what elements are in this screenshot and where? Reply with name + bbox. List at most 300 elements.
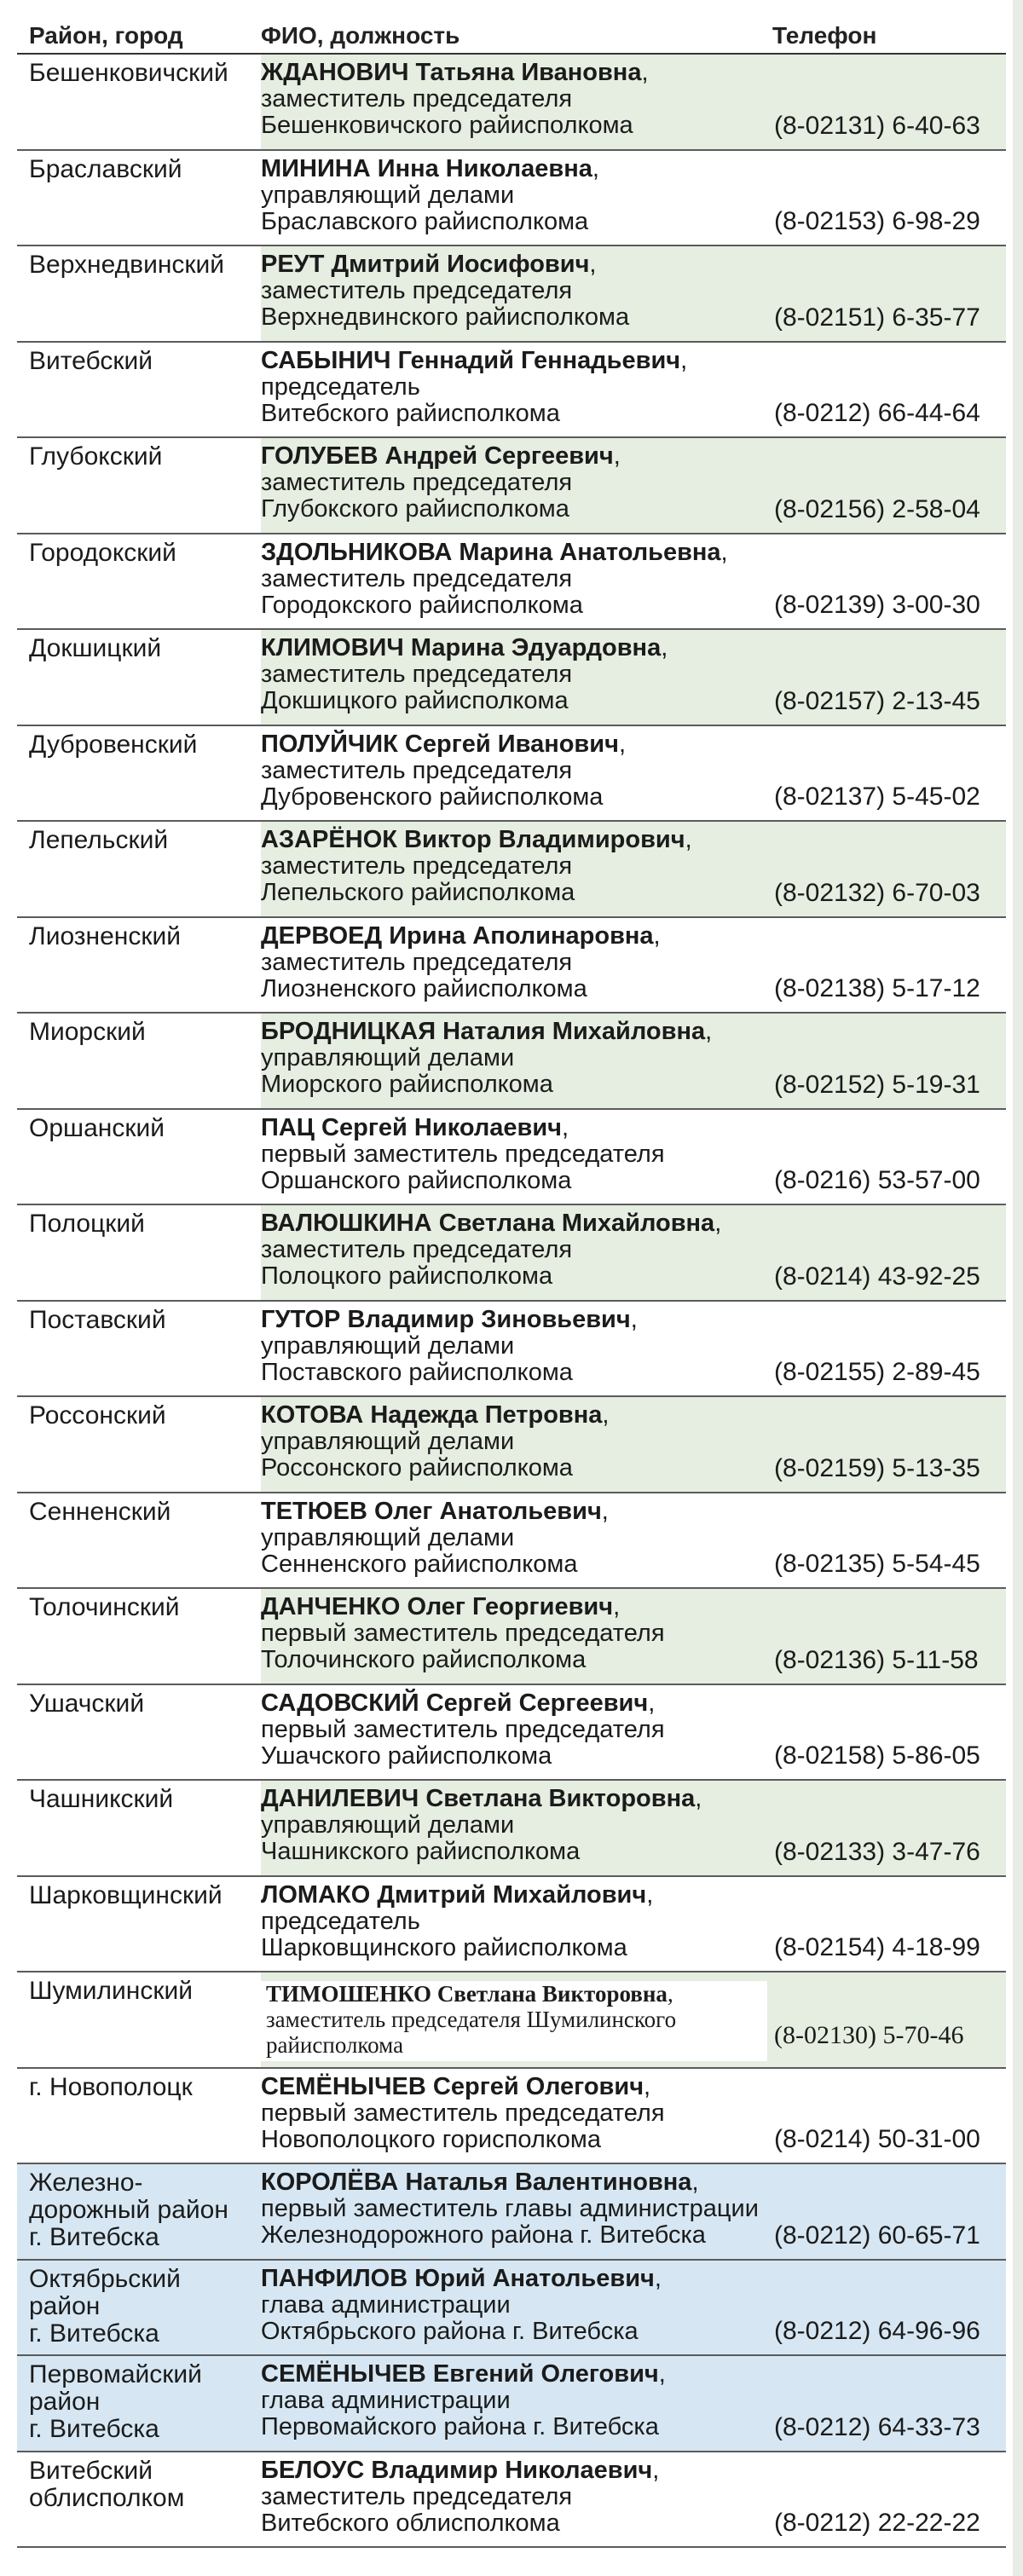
person-surname: САДОВСКИЙ [261,1689,419,1717]
person-name: СЕМЁНЫЧЕВ Евгений Олегович, [261,2360,666,2388]
person-given-name: Владимир Николаевич [371,2456,653,2484]
table-row [17,1110,1006,1206]
person-cell [261,2069,767,2163]
person-organization: Городокского райисполкома [261,591,583,619]
phone-cell [767,1781,1006,1875]
person-position: заместитель председателя [261,948,573,976]
person-cell [261,1110,767,1204]
table-row [17,1589,1006,1685]
phone-cell [767,2452,1006,2547]
person-organization: Ушачского райисполкома [261,1741,552,1770]
person-position: управляющий делами [261,1331,515,1360]
person-organization: Миорского райисполкома [261,1071,553,1098]
person-surname: ГОЛУБЕВ [261,442,379,470]
person-name: ГОЛУБЕВ Андрей Сергеевич, [261,442,621,470]
person-organization: райисполкома [266,2032,404,2058]
district-cell [17,438,261,533]
district-cell [17,1589,261,1684]
person-name: ДАНИЛЕВИЧ Светлана Викторовна, [261,1785,702,1812]
district-cell [17,726,261,821]
district-cell [17,1781,261,1875]
phone-number: (8-02135) 5-54-45 [774,1550,980,1578]
person-position: первый заместитель председателя [261,1715,665,1743]
phone-cell [767,2261,1006,2355]
table-row [17,2261,1006,2357]
district-name: Сенненский [29,1497,171,1526]
phone-cell [767,918,1006,1013]
person-cell [261,1685,767,1780]
district-cell [17,2164,261,2259]
district-name: г. Витебска [29,2223,159,2251]
person-surname: ПАЦ [261,1113,315,1141]
district-cell [17,1014,261,1108]
district-name: Толочинский [29,1593,180,1621]
district-name: Дубровенский [29,730,198,759]
person-given-name: Светлана Викторовна [425,1785,696,1812]
phone-number: (8-02130) 5-70-46 [774,2020,964,2049]
phone-number: (8-02155) 2-89-45 [774,1358,980,1386]
person-surname: ЗДОЛЬНИКОВА [261,538,453,566]
district-cell [17,1877,261,1972]
person-cell [261,1493,767,1588]
phone-number: (8-02153) 6-98-29 [774,207,980,235]
phone-number: (8-0214) 43-92-25 [774,1262,980,1291]
district-cell [17,2452,261,2547]
person-name: ГУТОР Владимир Зиновьевич, [261,1305,638,1333]
header-phone: Телефон [772,22,877,49]
person-surname: ДАНИЛЕВИЧ [261,1785,419,1812]
person-name: КОТОВА Надежда Петровна, [261,1401,610,1429]
person-surname: СЕМЁНЫЧЕВ [261,2360,426,2388]
person-cell [261,2261,767,2355]
phone-number: (8-0212) 64-33-73 [774,2412,980,2441]
district-name: Докшицкий [29,634,162,662]
person-organization: Шарковщинского райисполкома [261,1933,627,1961]
person-cell [261,1014,767,1108]
person-position: первый заместитель председателя [261,1620,665,1647]
person-surname: КОРОЛЁВА [261,2169,399,2196]
table-row [17,246,1006,343]
district-cell [17,2356,261,2451]
district-name: Чашникский [29,1785,174,1813]
district-name: облисполком [29,2483,185,2512]
person-position: заместитель председателя [261,661,573,688]
person-given-name: Наталия Михайловна [442,1018,706,1045]
person-name: БЕЛОУС Владимир Николаевич, [261,2456,660,2484]
phone-number: (8-02139) 3-00-30 [774,591,980,619]
district-cell [17,534,261,629]
phone-cell [767,1493,1006,1588]
person-position: первый заместитель главы администрации [261,2195,759,2222]
person-cell [261,1781,767,1875]
district-name: Шумилинский [29,1977,194,2005]
district-name: Октябрьский [29,2264,181,2293]
table-row [17,1397,1006,1493]
district-name: Браславский [29,154,182,183]
person-organization: Дубровенского райисполкома [261,783,604,811]
district-name: Железно- [29,2169,143,2197]
person-position: управляющий делами [261,1523,515,1551]
person-name: ПОЛУЙЧИК Сергей Иванович, [261,730,626,758]
person-cell [261,1972,767,2067]
table-row [17,1685,1006,1782]
phone-number: (8-02132) 6-70-03 [774,878,980,907]
person-given-name: Олег Георгиевич [407,1593,614,1620]
person-given-name: Юрий Анатольевич [414,2264,655,2292]
person-name: ТИМОШЕНКО Светлана Викторовна, [266,1981,673,2007]
table-row [17,343,1006,439]
contacts-table [17,10,1006,2548]
person-cell [261,246,767,341]
person-surname: ПОЛУЙЧИК [261,730,398,758]
person-organization: Россонского райисполкома [261,1454,573,1481]
table-row [17,151,1006,247]
table-row [17,2356,1006,2452]
person-surname: РЕУТ [261,251,325,278]
person-name: ДЕРВОЕД Ирина Аполинаровна, [261,921,661,950]
person-name: МИНИНА Инна Николаевна, [261,154,599,182]
district-cell [17,1110,261,1204]
table-row [17,2069,1006,2165]
person-organization: Полоцкого райисполкома [261,1262,553,1290]
district-cell [17,918,261,1013]
phone-number: (8-0212) 22-22-22 [774,2509,980,2537]
phone-cell [767,1110,1006,1204]
person-organization: Бешенковичского райисполкома [261,112,633,139]
person-cell [261,1589,767,1684]
person-position: заместитель председателя [261,2482,573,2510]
phone-cell [767,630,1006,725]
phone-cell [767,151,1006,245]
person-organization: Лепельского райисполкома [261,879,575,906]
person-given-name: Сергей Николаевич [321,1113,562,1141]
district-name: Лиозненский [29,921,182,950]
person-name: ПАЦ Сергей Николаевич, [261,1113,569,1141]
person-position: председатель [261,1907,420,1935]
person-name: СЕМЁНЫЧЕВ Сергей Олегович, [261,2072,651,2100]
person-name: ПАНФИЛОВ Юрий Анатольевич, [261,2264,662,2292]
phone-number: (8-02152) 5-19-31 [774,1070,980,1099]
person-given-name: Сергей Иванович [404,730,619,758]
phone-number: (8-02136) 5-11-58 [774,1645,979,1674]
district-cell [17,1205,261,1300]
table-row [17,438,1006,534]
phone-cell [767,1877,1006,1972]
person-organization: Витебского райисполкома [261,399,560,427]
district-cell [17,1397,261,1492]
person-surname: ГУТОР [261,1305,341,1333]
district-cell [17,822,261,916]
person-surname: ЛОМАКО [261,1880,371,1909]
phone-cell [767,438,1006,533]
person-cell [261,918,767,1013]
person-cell [261,438,767,533]
phone-cell [767,726,1006,821]
district-name: Бешенковичский [29,59,228,87]
district-name: Витебский [29,346,153,375]
phone-number: (8-0216) 53-57-00 [774,1166,980,1194]
table-row [17,2164,1006,2261]
phone-number: (8-02154) 4-18-99 [774,1933,980,1961]
person-name: ЛОМАКО Дмитрий Михайлович, [261,1880,654,1909]
phone-number: (8-02157) 2-13-45 [774,686,980,715]
table-row [17,1205,1006,1302]
person-name: ЖДАНОВИЧ Татьяна Ивановна, [261,59,649,86]
person-organization: Чашникского райисполкома [261,1838,581,1865]
person-position: первый заместитель председателя [261,2099,665,2127]
district-name: Полоцкий [29,1210,145,1238]
person-organization: Новополоцкого горисполкома [261,2125,601,2153]
phone-cell [767,343,1006,437]
district-name: Оршанский [29,1113,165,1142]
person-given-name: Олег Анатольевич [374,1497,602,1525]
district-name: дорожный район [29,2196,228,2224]
person-position: заместитель председателя [261,756,573,784]
person-surname: СЕМЁНЫЧЕВ [261,2072,426,2100]
person-position: управляющий делами [261,1428,515,1455]
person-given-name: Сергей Олегович [432,2072,644,2100]
table-row [17,1302,1006,1398]
person-cell [261,822,767,916]
phone-cell [767,2069,1006,2163]
person-position: заместитель председателя [261,469,573,496]
page-edge-strip [1013,0,1023,2576]
district-name: Шарковщинский [29,1880,223,1909]
district-name: Россонский [29,1401,166,1430]
person-name: ДАНЧЕНКО Олег Георгиевич, [261,1593,621,1620]
person-cell [261,55,767,149]
person-given-name: Дмитрий Иосифович [331,251,590,278]
person-surname: САБЫНИЧ [261,346,391,374]
district-cell [17,630,261,725]
person-given-name: Надежда Петровна [370,1401,603,1429]
person-surname: ВАЛЮШКИНА [261,1210,432,1237]
person-organization: Железнодорожного района г. Витебска [261,2221,706,2249]
phone-number: (8-02159) 5-13-35 [774,1453,980,1482]
district-name: Глубокский [29,442,163,471]
phone-number: (8-0212) 64-96-96 [774,2317,980,2345]
district-cell [17,2069,261,2163]
phone-number: (8-02131) 6-40-63 [774,111,980,140]
district-name: Верхнедвинский [29,251,225,279]
phone-number: (8-02137) 5-45-02 [774,783,980,811]
phone-cell [767,822,1006,916]
person-surname: ТИМОШЕНКО [266,1981,432,2007]
person-organization: Октябрьского района г. Витебска [261,2317,639,2345]
district-name: г. Витебска [29,2319,159,2348]
person-cell [261,1397,767,1492]
person-given-name: Дмитрий Михайлович [377,1880,647,1909]
district-name: Первомайский [29,2360,202,2388]
person-given-name: Геннадий Геннадьевич [397,346,681,374]
person-cell [261,151,767,245]
person-surname: КОТОВА [261,1401,364,1429]
district-cell [17,343,261,437]
district-cell [17,1685,261,1780]
person-position: заместитель председателя [261,85,573,113]
phone-cell [767,1205,1006,1300]
person-organization: Оршанского райисполкома [261,1166,572,1194]
phone-cell [767,1302,1006,1396]
table-row [17,1972,1006,2069]
district-cell [17,1493,261,1588]
person-given-name: Владимир Зиновьевич [347,1305,631,1333]
district-name: Витебский [29,2456,153,2485]
phone-cell [767,1589,1006,1684]
person-surname: ДАНЧЕНКО [261,1593,401,1620]
table-row [17,55,1006,151]
person-given-name: Марина Анатольевна [459,538,721,566]
person-position: глава администрации [261,2290,511,2319]
table-row [17,630,1006,726]
person-position: заместитель председателя [261,277,573,304]
person-position: глава администрации [261,2387,511,2414]
table-row [17,534,1006,631]
person-given-name: Инна Николаевна [377,154,592,182]
person-surname: ДЕРВОЕД [261,921,383,950]
person-position: управляющий делами [261,181,515,209]
person-position: председатель [261,373,420,401]
district-name: Миорский [29,1018,146,1046]
header-district: Район, город [29,22,183,49]
person-given-name: Татьяна Ивановна [415,59,642,86]
person-cell [261,2356,767,2451]
table-header [17,10,1006,55]
phone-cell [767,2164,1006,2259]
person-surname: ТЕТЮЕВ [261,1497,367,1525]
person-position: заместитель председателя Шумилинского [266,2007,677,2032]
person-organization: Первомайского района г. Витебска [261,2413,659,2440]
person-surname: БЕЛОУС [261,2456,365,2484]
person-given-name: Светлана Викторовна [436,1981,668,2007]
phone-cell [767,1685,1006,1780]
person-surname: ЖДАНОВИЧ [261,59,409,86]
phone-number: (8-0212) 66-44-64 [774,399,980,427]
person-name: АЗАРЁНОК Виктор Владимирович, [261,826,692,853]
person-cell [261,2452,767,2547]
table-row [17,1014,1006,1110]
person-given-name: Марина Эдуардовна [410,634,662,661]
phone-number: (8-02133) 3-47-76 [774,1837,980,1866]
table-row [17,918,1006,1014]
person-position: заместитель председателя [261,564,573,592]
district-cell [17,55,261,149]
table-body [17,55,1006,2548]
phone-cell [767,246,1006,341]
phone-number: (8-0212) 60-65-71 [774,2221,980,2250]
person-position: управляющий делами [261,1811,515,1839]
person-given-name: Ирина Аполинаровна [389,921,654,950]
person-name: САБЫНИЧ Геннадий Геннадьевич, [261,346,688,374]
district-name: Ушачский [29,1689,145,1718]
person-name: ВАЛЮШКИНА Светлана Михайловна, [261,1210,722,1237]
person-given-name: Наталья Валентиновна [405,2169,692,2196]
person-organization: Браславского райисполкома [261,207,589,235]
table-row [17,726,1006,823]
table-row [17,2452,1006,2549]
person-name: БРОДНИЦКАЯ Наталия Михайловна, [261,1018,713,1045]
phone-cell [767,1972,1006,2067]
table-row [17,1781,1006,1877]
person-position: первый заместитель председателя [261,1140,665,1168]
district-cell [17,1302,261,1396]
person-organization: Верхнедвинского райисполкома [261,303,630,331]
person-given-name: Евгений Олегович [432,2360,659,2388]
person-cell [261,343,767,437]
district-name: Городокский [29,538,176,567]
person-surname: БРОДНИЦКАЯ [261,1018,436,1045]
person-name: КЛИМОВИЧ Марина Эдуардовна, [261,634,668,661]
person-name: РЕУТ Дмитрий Иосифович, [261,251,597,278]
header-person: ФИО, должность [261,22,460,49]
phone-number: (8-0214) 50-31-00 [774,2125,980,2153]
person-surname: ПАНФИЛОВ [261,2264,408,2292]
person-organization: Толочинского райисполкома [261,1646,587,1673]
person-cell [261,2164,767,2259]
table-row [17,822,1006,918]
person-organization: Глубокского райисполкома [261,495,569,523]
district-name: Лепельский [29,826,169,854]
district-cell [17,2261,261,2355]
phone-number: (8-02138) 5-17-12 [774,974,980,1002]
person-organization: Докшицкого райисполкома [261,687,569,714]
person-position: заместитель председателя [261,1236,573,1263]
person-name: ЗДОЛЬНИКОВА Марина Анатольевна, [261,538,728,566]
person-cell [261,1877,767,1972]
person-surname: АЗАРЁНОК [261,826,397,853]
person-cell [261,1302,767,1396]
person-organization: Лиозненского райисполкома [261,974,587,1002]
table-row [17,1493,1006,1590]
phone-number: (8-02151) 6-35-77 [774,303,980,332]
district-cell [17,1972,261,2067]
person-given-name: Андрей Сергеевич [384,442,614,470]
phone-cell [767,55,1006,149]
person-organization: Поставского райисполкома [261,1358,573,1386]
person-given-name: Светлана Михайловна [438,1210,715,1237]
person-cell [261,726,767,821]
district-name: г. Витебска [29,2415,159,2443]
phone-cell [767,534,1006,629]
person-organization: Витебского облисполкома [261,2509,560,2537]
district-name: район [29,2291,101,2320]
district-name: Поставский [29,1305,166,1334]
person-surname: КЛИМОВИЧ [261,634,404,661]
person-position: управляющий делами [261,1044,515,1071]
table-row [17,1877,1006,1973]
district-name: район [29,2388,101,2416]
phone-number: (8-02156) 2-58-04 [774,494,980,523]
district-name: г. Новополоцк [29,2072,193,2101]
person-given-name: Виктор Владимирович [404,826,685,853]
phone-cell [767,2356,1006,2451]
person-cell [261,630,767,725]
person-organization: Сенненского райисполкома [261,1550,578,1578]
person-name: ТЕТЮЕВ Олег Анатольевич, [261,1497,609,1525]
person-given-name: Сергей Сергеевич [425,1689,649,1717]
district-cell [17,151,261,245]
person-surname: МИНИНА [261,154,371,182]
person-name: САДОВСКИЙ Сергей Сергеевич, [261,1689,656,1717]
phone-cell [767,1014,1006,1108]
person-position: заместитель председателя [261,852,573,880]
phone-number: (8-02158) 5-86-05 [774,1741,980,1770]
person-cell [261,1205,767,1300]
person-cell [261,534,767,629]
phone-cell [767,1397,1006,1492]
district-cell [17,246,261,341]
person-name: КОРОЛЁВА Наталья Валентиновна, [261,2169,699,2196]
